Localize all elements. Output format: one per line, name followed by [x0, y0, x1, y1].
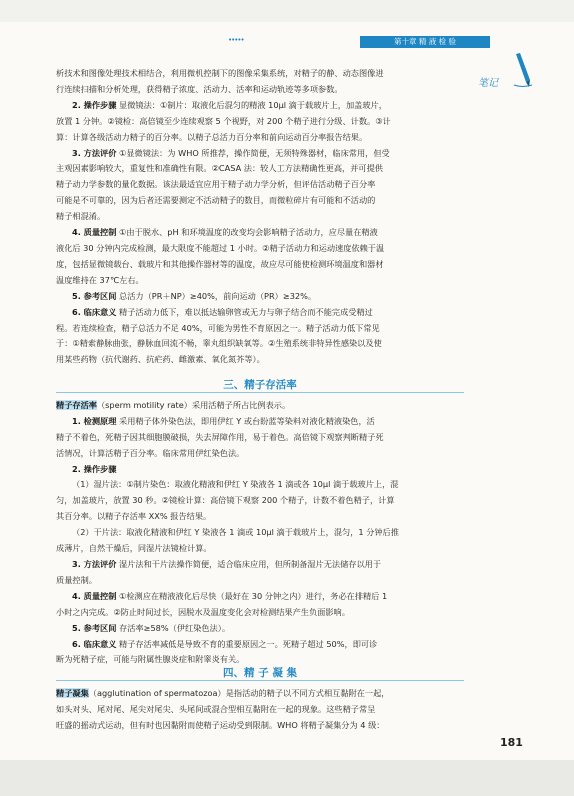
- paragraph-text: 用某些药物（抗代谢药、抗疟药、雌激素、氧化氮芥等）。: [56, 354, 265, 365]
- page-number: 181: [500, 736, 523, 749]
- body-text-top: [56, 66, 464, 368]
- subheading-keyword: 5. 参考区间: [72, 622, 117, 633]
- sec3-paragraph-line: [56, 509, 464, 525]
- paragraph-text: 断为死精子症，可能与附属性腺炎症和附睾炎有关。: [56, 654, 245, 665]
- paragraph-text: 质量控制。: [56, 574, 97, 585]
- top-paragraph-line: [56, 98, 464, 114]
- chapter-header-tag: 第十章 精 液 检 验: [360, 36, 490, 48]
- subheading-keyword: 1. 检测原理: [72, 415, 117, 426]
- paragraph-text: 温度维持在 37℃左右。: [56, 274, 144, 285]
- top-paragraph-line: [56, 241, 464, 257]
- top-paragraph-line: [56, 352, 464, 368]
- subheading-keyword: 2. 操作步骤: [72, 99, 117, 110]
- section-rule-3: [56, 392, 464, 393]
- top-paragraph-line: [56, 289, 464, 305]
- top-paragraph-line: [56, 305, 464, 321]
- header-dots: •••••: [228, 36, 244, 44]
- paragraph-text: 精子不着色，死精子因其细胞膜破损，失去屏障作用，易于着色。高倍镜下观察判断精子死: [56, 431, 384, 442]
- sec3-paragraph-line: [56, 621, 464, 637]
- top-paragraph-line: [56, 177, 464, 193]
- paragraph-text: 精子动力学参数的量化数据。该法最适宜应用于精子动力学分析，但评估活动精子百分率: [56, 179, 376, 190]
- paragraph-text: 成薄片，自然干燥后，同湿片法镜检计算。: [56, 543, 212, 554]
- notes-area: [478, 60, 538, 90]
- paragraph-text: 小时之内完成。②防止时间过长，因脱水及温度变化会对检测结果产生负面影响。: [56, 606, 350, 617]
- top-paragraph-line: [56, 273, 464, 289]
- paragraph-text: 行连续扫描和分析处理，获得精子浓度、活动力、活率和运动轨迹等多项参数。: [56, 83, 343, 94]
- top-paragraph-line: [56, 225, 464, 241]
- sec4-paragraph-line: [56, 686, 464, 702]
- section-3: [56, 372, 464, 668]
- paragraph-text: 采用精子体外染色法，即用伊红 Y 或台盼蓝等染料对液化精液染色，活: [116, 415, 375, 426]
- paragraph-text: 精子相混淆。: [56, 211, 106, 222]
- paragraph-text: 主观因素影响较大，重复性和准确性有限。②CASA 法：较人工方法精确性更高，并可提供: [56, 163, 383, 174]
- subheading-keyword: 6. 临床意义: [72, 638, 117, 649]
- paragraph-text: （sperm motility rate）采用活精子所占比例表示。: [96, 399, 291, 410]
- subheading-keyword: 2. 操作步骤: [72, 463, 117, 474]
- top-paragraph-line: [56, 193, 464, 209]
- footer-band: [0, 760, 574, 796]
- top-paragraph-line: [56, 146, 464, 162]
- top-paragraph-line: [56, 161, 464, 177]
- paragraph-text: 显微镜法：①制片：取液化后混匀的精液 10μl 滴于载玻片上，加盖玻片，: [116, 99, 387, 110]
- sec3-paragraph-line: [56, 430, 464, 446]
- paragraph-text: 度，包括显微镜载台、载玻片和其他操作器材等的温度，故应尽可能使检测环境温度和器材: [56, 258, 384, 269]
- sec3-paragraph-line: [56, 462, 464, 478]
- paragraph-text: （1）湿片法：①制片染色：取液化精液和伊红 Y 染液各 1 滴或各 10μl 滴于载玻片上，混: [72, 479, 399, 490]
- pen-icon: [512, 52, 534, 88]
- paragraph-text: 湿片法和干片法操作简便，适合临床应用，但所制备湿片无法储存以用于: [116, 558, 382, 569]
- paragraph-text: 算：计算各级活动力精子的百分率。以精子总活力百分率和前向运动百分率报告结果。: [56, 131, 368, 142]
- paragraph-text: 程。若连续检查，精子总活力不足 40%，可能为男性不育原因之一。精子活动力低下常见: [56, 322, 380, 333]
- paragraph-text: 精子活动力低下，难以抵达输卵管或无力与卵子结合而不能完成受精过: [116, 306, 373, 317]
- section-4: [56, 660, 464, 734]
- sec3-paragraph-line: [56, 605, 464, 621]
- paragraph-text: 其百分率。以精子存活率 XX% 报告结果。: [56, 511, 212, 522]
- paragraph-text: 可能是不可靠的，因为后者还需要测定不活动精子的数目，而微粒碎片有可能和不活动的: [56, 195, 376, 206]
- paragraph-text: 存活率≥58%（伊红染色法）。: [116, 622, 231, 633]
- section-rule-4: [56, 680, 464, 681]
- paragraph-text: ①检测应在精液液化后尽快（最好在 30 分钟之内）进行，务必在排精后 1: [116, 590, 388, 601]
- paragraph-text: ①显微镜法：为 WHO 所推荐，操作简便，无须特殊器材，临床常用，但受: [116, 147, 390, 158]
- sec3-paragraph-line: [56, 398, 464, 414]
- term-highlight: 精子凝集: [56, 687, 89, 698]
- top-band: [0, 0, 574, 22]
- paragraph-text: 放置 1 分钟。②镜检：高倍镜至少连续观察 5 个视野，对 200 个精子进行分级、计数。③计: [56, 115, 391, 126]
- sec3-paragraph-line: [56, 477, 464, 493]
- top-paragraph-line: [56, 257, 464, 273]
- top-paragraph-line: [56, 209, 464, 225]
- notes-label: 笔记: [478, 78, 498, 89]
- sec4-paragraph-line: [56, 718, 464, 734]
- paragraph-text: 活情况，计算活精子百分率。临床常用伊红染色法。: [56, 447, 245, 458]
- sec3-paragraph-line: [56, 557, 464, 573]
- paragraph-text: 总活力（PR＋NP）≥40%，前向运动（PR）≥32%。: [116, 290, 317, 301]
- top-paragraph-line: [56, 336, 464, 352]
- section-title-4: 四、精 子 凝 集: [223, 667, 297, 679]
- sec4-paragraph-line: [56, 702, 464, 718]
- sec3-paragraph-line: [56, 414, 464, 430]
- sec3-paragraph-line: [56, 589, 464, 605]
- paragraph-text: 液化后 30 分钟内完成检测，最大限度不能超过 1 小时。②精子活动力和运动速度依赖于温: [56, 242, 385, 253]
- top-paragraph-line: [56, 82, 464, 98]
- subheading-keyword: 3. 方法评价: [72, 147, 117, 158]
- sec3-paragraph-line: [56, 637, 464, 653]
- paragraph-text: 匀，加盖玻片，放置 30 秒。②镜检计算：高倍镜下观察 200 个精子，计数不着色精子，计算: [56, 495, 395, 506]
- subheading-keyword: 4. 质量控制: [72, 227, 117, 238]
- paragraph-text: 析技术和图像处理技术相结合，利用微机控制下的图像采集系统，对精子的静、动态图像进: [56, 68, 384, 78]
- top-paragraph-line: [56, 130, 464, 146]
- paragraph-text: （agglutination of spermatozoa）是指活动的精子以不同方式相互黏附在一起，: [88, 687, 390, 698]
- top-paragraph-line: [56, 66, 464, 82]
- paragraph-text: 如头对头、尾对尾、尾尖对尾尖、头尾间或混合型相互黏附在一起的现象。这些精子常呈: [56, 703, 376, 714]
- term-highlight: 精子存活率: [56, 399, 97, 410]
- paragraph-text: 旺盛的摇动式运动，但有时也因黏附而使精子运动受到限制。WHO 将精子凝集分为 4 级：: [56, 719, 385, 730]
- top-paragraph-line: [56, 321, 464, 337]
- subheading-keyword: 3. 方法评价: [72, 558, 117, 569]
- paragraph-text: 于：①精索静脉曲张，静脉血回流不畅，睾丸组织缺氧等。②生殖系统非特异性感染以及使: [56, 338, 382, 349]
- sec3-paragraph-line: [56, 493, 464, 509]
- sec3-paragraph-line: [56, 446, 464, 462]
- sec3-paragraph-line: [56, 573, 464, 589]
- paragraph-text: ①由于脱水、pH 和环境温度的改变均会影响精子活动力，应尽量在精液: [116, 227, 378, 238]
- sec3-paragraph-line: [56, 525, 464, 541]
- section-title-3: 三、精子存活率: [223, 379, 297, 391]
- paragraph-text: （2）干片法：取液化精液和伊红 Y 染液各 1 滴或 10μl 滴于载玻片上，混匀，1 分钟后推: [72, 527, 399, 538]
- sec3-paragraph-line: [56, 541, 464, 557]
- paragraph-text: 精子存活率减低是导致不育的重要原因之一。死精子超过 50%，即可诊: [116, 638, 378, 649]
- subheading-keyword: 6. 临床意义: [72, 306, 117, 317]
- subheading-keyword: 4. 质量控制: [72, 590, 117, 601]
- subheading-keyword: 5. 参考区间: [72, 290, 117, 301]
- top-paragraph-line: [56, 114, 464, 130]
